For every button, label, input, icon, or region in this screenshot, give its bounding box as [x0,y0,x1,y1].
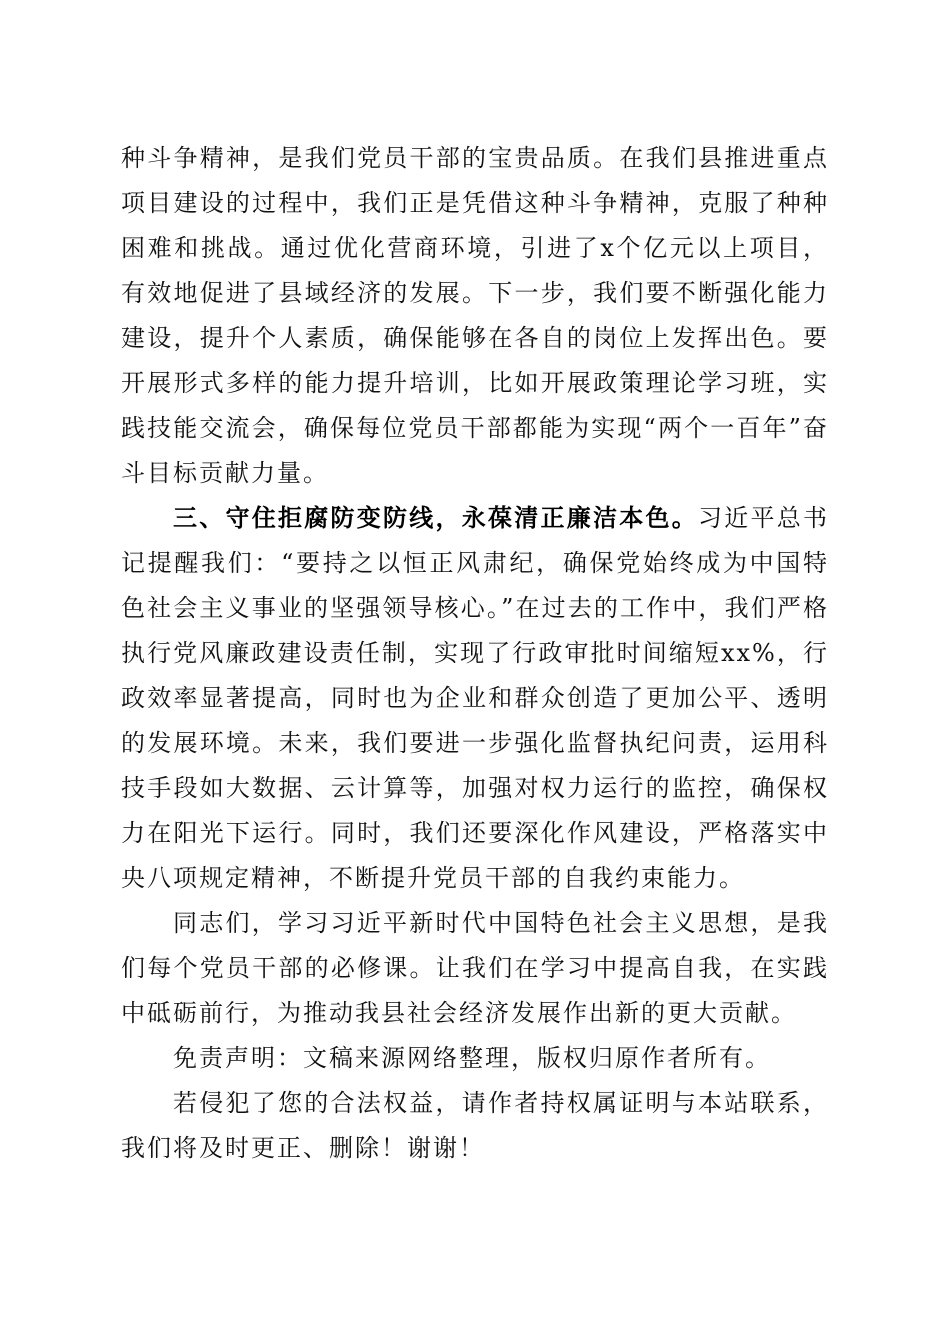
paragraph-section-three [121,496,829,901]
paragraph-text: 种斗争精神，是我们党员干部的宝贵品质。在我们县推进重点项目建设的过程中，我们正是凭借这种斗争精神，克服了种种困难和挑战。通过优化营商环境，引进了x个亿元以上项目，有效地促进了县域经济的发展。下一步，我们要不断强化能力建设，提升个人素质，确保能够在各自的岗位上发挥出色。要开展形式多样的能力提升培训，比如开展政策理论学习班，实践技能交流会，确保每位党员干部都能为实现“两个一百年”奋斗目标贡献力量。 [121,144,829,487]
paragraph-text: 若侵犯了您的合法权益，请作者持权属证明与本站联系，我们将及时更正、删除！谢谢！ [121,1089,829,1162]
paragraph-continuation [121,136,829,496]
paragraph-text: 免责声明：文稿来源网络整理，版权归原作者所有。 [173,1044,771,1072]
section-heading: 三、守住拒腐防变防线，永葆清正廉洁本色。 [173,504,698,532]
document-body [121,136,829,1171]
paragraph-closing [121,901,829,1036]
paragraph-text: 习近平总书记提醒我们：“要持之以恒正风肃纪，确保党始终成为中国特色社会主义事业的坚强领导核心。”在过去的工作中，我们严格执行党风廉政建设责任制，实现了行政审批时间缩短xx%，行政效率显著提高，同时也为企业和群众创造了更加公平、透明的发展环境。未来，我们要进一步强化监督执纪问责，运用科技手段如大数据、云计算等，加强对权力运行的监控，确保权力在阳光下运行。同时，我们还要深化作风建设，严格落实中央八项规定精神，不断提升党员干部的自我约束能力。 [121,504,829,892]
paragraph-text: 同志们，学习习近平新时代中国特色社会主义思想，是我们每个党员干部的必修课。让我们在学习中提高自我，在实践中砥砺前行，为推动我县社会经济发展作出新的更大贡献。 [121,909,829,1027]
paragraph-disclaimer [121,1036,829,1081]
paragraph-contact-notice [121,1081,829,1171]
